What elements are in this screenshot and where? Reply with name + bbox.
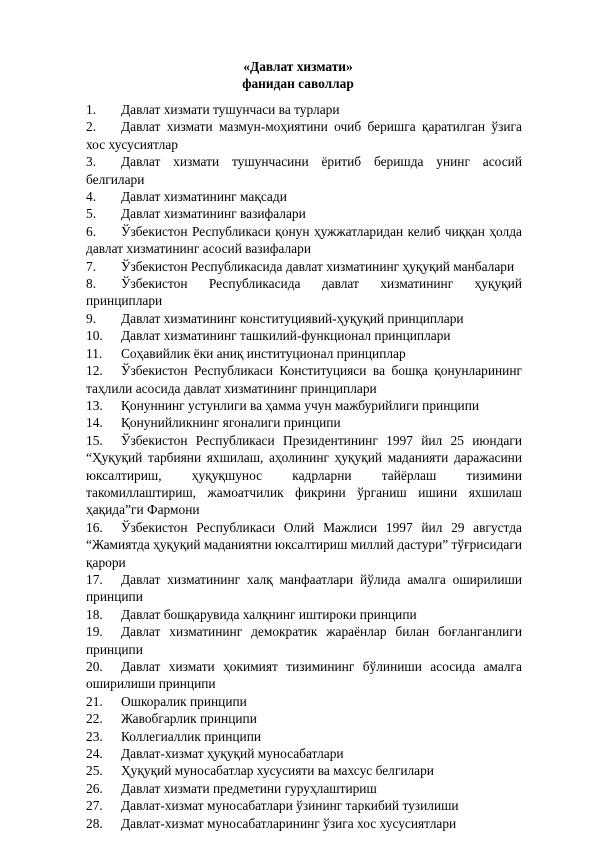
question-text: Қонуннинг устунлиги ва ҳамма учун мажбурийлиги принципи [121,397,480,413]
question-number: 24. [86,746,103,762]
question-text: Ўзбекистон Республикасида давлат хизматининг ҳуқуқий принциплари [86,276,522,309]
question-item [86,310,522,327]
question-text: Давлат хизмати мазмун-моҳиятини очиб беришга қаратилган ўзига хос хусусиятлар [86,119,522,152]
question-item [86,571,522,606]
question-number: 11. [86,345,103,361]
question-text: Жавобгарлик принципи [121,711,257,727]
question-number: 10. [86,328,103,344]
question-number: 28. [86,815,103,831]
question-item [86,815,522,832]
question-item [86,205,522,222]
question-item [86,432,522,519]
question-number: 17. [86,571,103,587]
document-subtitle: фанидан саволлар [242,76,354,91]
question-text: Давлат хизматининг демократик жараёнлар билан боғланганлиги принципи [86,624,522,657]
question-item [86,519,522,571]
question-number: 21. [86,693,103,709]
question-item [86,397,522,414]
question-number: 1. [86,102,97,117]
question-item [86,606,522,623]
question-item [86,118,522,153]
question-text: Ўзбекистон Республикаси қонун ҳужжатларидан келиб чиққан ҳолда давлат хизматининг асосий вазифалари [86,223,522,257]
question-number: 6. [86,223,97,239]
question-number: 20. [86,659,103,674]
question-number: 5. [86,206,97,222]
question-text: Давлат-хизмат ҳуқуқий муносабатлари [121,746,344,762]
question-text: Давлат хизматининг вазифалари [121,206,306,222]
question-item [86,223,522,258]
question-text: Давлат хизматининг ташкилий-функционал принциплари [121,328,451,344]
question-number: 22. [86,711,103,727]
question-text: Давлат хизмати тушунчаси ва турлари [121,102,340,117]
question-item [86,414,522,431]
question-number: 2. [86,119,97,135]
question-item [86,362,522,397]
question-item [86,623,522,658]
question-number: 18. [86,606,103,622]
question-item [86,153,522,188]
question-number: 23. [86,728,103,744]
question-number: 19. [86,624,103,640]
question-item [86,658,522,693]
question-text: Ўзбекистон Республикаси Президентининг 1997 йил 25 июндаги “Ҳуқуқий тарбияни яхшилаш, аҳолининг ҳуқуқий маданияти даражасини юксалтириш, ҳуқуқшунос кадрларни тайёрлаш тизимини такомиллаштириш, жамоатчилик фикрини ўрганиш ишини яхшилаш ҳақида”ги Фармони [86,432,522,518]
question-text: Соҳавийлик ёки аниқ институционал принциплар [121,345,406,361]
question-number: 14. [86,415,103,431]
question-text: Қонунийликнинг ягоналиги принципи [121,415,341,431]
question-item [86,762,522,779]
question-text: Давлат хизмати тушунчасини ёритиб беришда унинг асосий белгилари [86,154,522,187]
question-item [86,345,522,362]
question-text: Давлат-хизмат муносабатларининг ўзига хос хусусиятлари [121,815,457,831]
question-number: 8. [86,276,97,292]
question-text: Давлат бошқарувида халқнинг иштироки принципи [121,606,417,622]
question-text: Ошкоралик принципи [121,693,247,709]
question-item [86,780,522,797]
question-number: 9. [86,310,97,326]
question-number: 26. [86,780,103,796]
question-item [86,710,522,727]
question-number: 13. [86,397,103,413]
question-number: 12. [86,363,103,379]
question-item [86,101,522,118]
question-item [86,275,522,310]
question-number: 3. [86,154,97,170]
question-number: 16. [86,519,103,535]
question-item [86,797,522,814]
question-text: Ҳуқуқий муносабатлар хусусияти ва махсус белгилари [121,763,434,779]
question-number: 25. [86,763,103,779]
question-item [86,327,522,344]
question-text: Давлат хизматининг конституциявий-ҳуқуқий принциплари [121,310,464,326]
question-item [86,258,522,275]
question-text: Ўзбекистон Республикасида давлат хизматининг ҳуқуқий манбалари [121,258,515,274]
question-number: 15. [86,432,103,448]
question-text: Давлат-хизмат муносабатлари ўзининг таркибий тузилиши [121,798,459,814]
question-item [86,188,522,205]
question-text: Ўзбекистон Республикаси Конституцияси ва бошқа қонунларининг таҳлили асосида давлат хизматининг принциплари [86,363,522,396]
question-text: Коллегиаллик принципи [121,728,262,744]
document-title: «Давлат хизмати» [243,59,353,74]
question-text: Ўзбекистон Республикаси Олий Мажлиси 1997 йил 29 августда “Жамиятда ҳуқуқий маданиятни юксалтириш миллий дастури” тўғрисидаги қарори [86,519,522,570]
question-number: 4. [86,189,97,205]
question-text: Давлат хизматининг халқ манфаатлари йўлида амалга оширилиши принципи [86,571,522,605]
question-text: Давлат хизмати предметини гуруҳлаштириш [121,780,377,796]
question-text: Давлат хизмати ҳокимият тизимининг бўлиниши асосида амалга оширилиши принципи [86,659,522,692]
question-item [86,728,522,745]
question-list [86,101,522,832]
question-number: 7. [86,258,97,274]
question-number: 27. [86,798,103,814]
question-text: Давлат хизматининг мақсади [121,189,287,205]
question-item [86,745,522,762]
question-item [86,693,522,710]
